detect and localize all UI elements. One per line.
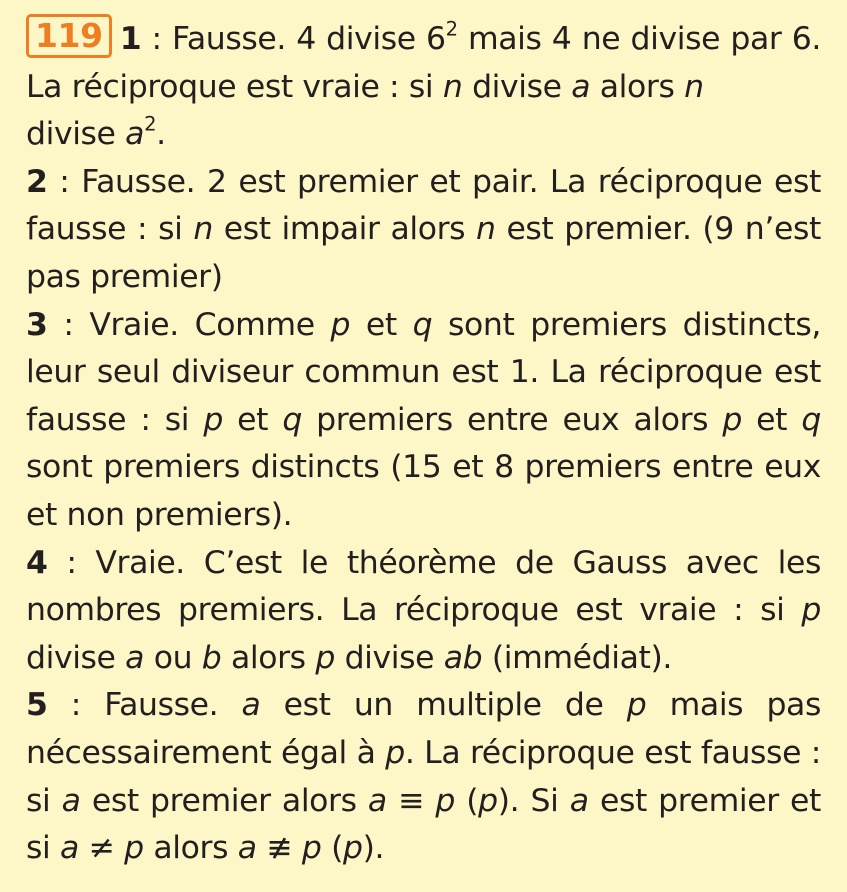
correction-text <box>26 14 821 873</box>
item-number: 4 <box>26 544 48 581</box>
exercise-number-badge: 119 <box>26 14 112 58</box>
item-number: 3 <box>26 306 48 343</box>
item-number: 2 <box>26 163 48 200</box>
item-1: 119 1 : Fausse. 4 divise $6^2$ mais 4 ne divise par 6. La réciproque est vraie : si n divise a alors n divise $a^2$. <box>26 16 821 153</box>
item-number: 1 <box>119 21 142 57</box>
item-5: 5 : Fausse. a est un multiple de p mais pas nécessairement égal à p. La réciproque est fausse : si a est premier alors a ≡ p (p). Si a est premier et si a ≠ p alors a ≢ p (p). <box>26 687 821 867</box>
item-4: 4 : Vraie. C’est le théorème de Gauss avec les nombres premiers. La réciproque est vraie : si p divise a ou b alors p divise ab (immédiat). <box>26 544 821 676</box>
item-3: 3 : Vraie. Comme p et q sont premiers distincts, leur seul diviseur commun est 1. La réciproque est fausse : si p et q premiers entre eux alors p et q sont premiers distincts (15 et 8 premiers entre eux et non premiers). <box>26 306 821 533</box>
item-2: 2 : Fausse. 2 est premier et pair. La réciproque est fausse : si n est impair alors n est premier. (9 n’est pas premier) <box>26 163 822 295</box>
item-number: 5 <box>26 687 48 724</box>
